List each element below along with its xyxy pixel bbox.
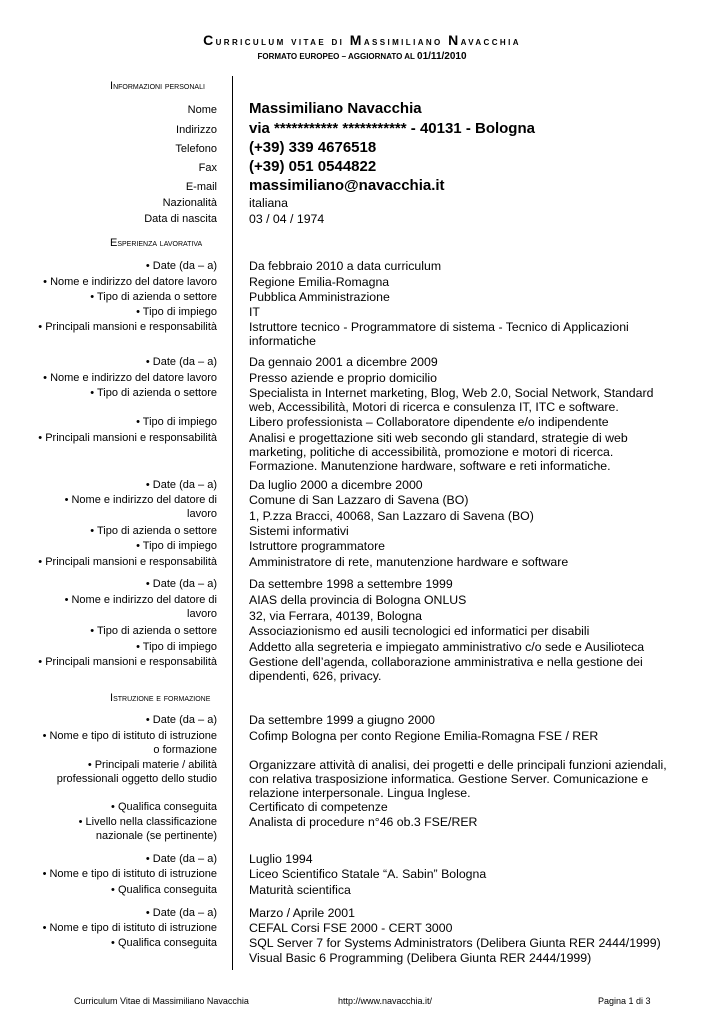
- edu-3-inst: CEFAL Corsi FSE 2000 - CERT 3000: [249, 921, 453, 935]
- job-2-duties-line-1: Analisi e progettazione siti web secondo gli standard, strategie di web: [249, 431, 628, 445]
- job-3-sector-label: • Tipo di azienda o settore: [90, 525, 217, 537]
- job-3-sector: Sistemi informativi: [249, 524, 349, 538]
- label-nome: Nome: [187, 104, 217, 116]
- job-2-employer: Presso aziende e proprio domicilio: [249, 371, 437, 385]
- footer-url[interactable]: http://www.navacchia.it/: [338, 996, 433, 1006]
- job-2-date-label: • Date (da – a): [145, 356, 217, 368]
- edu-3-date-label: • Date (da – a): [145, 907, 217, 919]
- job-4-duties-line-2: dipendenti, 626, privacy.: [249, 669, 382, 683]
- footer-left: Curriculum Vitae di Massimiliano Navacchia: [74, 996, 249, 1006]
- job-3-employer-label-line-1: • Nome e indirizzo del datore di: [64, 494, 217, 506]
- edu-3-inst-label: • Nome e tipo di istituto di istruzione: [42, 922, 217, 934]
- value-telefono: (+39) 339 4676518: [249, 139, 377, 156]
- edu-1-level-label-line-1: • Livello nella classificazione: [78, 816, 217, 828]
- job-2-sector-label: • Tipo di azienda o settore: [90, 387, 217, 399]
- edu-2-inst-label: • Nome e tipo di istituto di istruzione: [42, 868, 217, 880]
- edu-1-date: Da settembre 1999 a giugno 2000: [249, 713, 435, 727]
- job-2-employer-label: • Nome e indirizzo del datore lavoro: [43, 372, 217, 384]
- edu-3-qual-line-1: SQL Server 7 for Systems Administrators (Delibera Giunta RER 2444/1999): [249, 936, 661, 950]
- job-4-duties-label: • Principali mansioni e responsabilità: [38, 656, 217, 668]
- job-3-type: Istruttore programmatore: [249, 539, 385, 553]
- job-2-sector-line-2: web, Accessibilità, Motori di ricerca e consulenza IT, ITC e software.: [249, 400, 619, 414]
- job-4-sector: Associazionismo ed ausili tecnologici ed informatici per disabili: [249, 624, 590, 638]
- job-2-duties-line-2: marketing, politiche di accessibilità, promozione e motori di ricerca.: [249, 445, 614, 459]
- edu-2-date-label: • Date (da – a): [145, 853, 217, 865]
- value-nome: Massimiliano Navacchia: [249, 100, 422, 117]
- edu-2-qual: Maturità scientifica: [249, 883, 351, 897]
- job-3-date: Da luglio 2000 a dicembre 2000: [249, 478, 423, 492]
- edu-1-subjects-line-2: con relativa trasposizione informatica. Gestione Server. Comunicazione e: [249, 772, 649, 786]
- value-nazionalita: italiana: [249, 196, 288, 210]
- edu-3-qual-line-2: Visual Basic 6 Programming (Delibera Giunta RER 2444/1999): [249, 951, 592, 965]
- job-3-employer-label-line-2: lavoro: [187, 508, 217, 520]
- job-3-duties-label: • Principali mansioni e responsabilità: [38, 556, 217, 568]
- job-1-duties-line-1: Istruttore tecnico - Programmatore di sistema - Tecnico di Applicazioni: [249, 320, 629, 334]
- job-1-duties-label: • Principali mansioni e responsabilità: [38, 321, 217, 333]
- job-1-employer: Regione Emilia-Romagna: [249, 275, 390, 289]
- job-1-date: Da febbraio 2010 a data curriculum: [249, 259, 442, 273]
- job-1-type-label: • Tipo di impiego: [136, 306, 217, 318]
- edu-1-date-label: • Date (da – a): [145, 714, 217, 726]
- job-4-duties-line-1: Gestione dell’agenda, collaborazione amministrativa e nella gestione dei: [249, 655, 643, 669]
- document-title: Curriculum vitae di Massimiliano Navacchia: [203, 32, 521, 48]
- job-3-employer-line-1: Comune di San Lazzaro di Savena (BO): [249, 493, 469, 507]
- edu-1-subjects-label-line-2: professionali oggetto dello studio: [56, 773, 217, 785]
- job-4-employer-label-line-1: • Nome e indirizzo del datore di: [64, 594, 217, 606]
- edu-1-inst: Cofimp Bologna per conto Regione Emilia-Romagna FSE / RER: [249, 729, 599, 743]
- edu-2-inst: Liceo Scientifico Statale “A. Sabin” Bologna: [249, 867, 487, 881]
- job-2-sector-line-1: Specialista in Internet marketing, Blog, Web 2.0, Social Network, Standard: [249, 386, 654, 400]
- job-3-date-label: • Date (da – a): [145, 479, 217, 491]
- job-2-date: Da gennaio 2001 a dicembre 2009: [249, 355, 438, 369]
- edu-1-qual: Certificato di competenze: [249, 800, 388, 814]
- job-4-type: Addetto alla segreteria e impiegato amministrativo c/o sede e Ausilioteca: [249, 640, 645, 654]
- job-3-type-label: • Tipo di impiego: [136, 540, 217, 552]
- edu-1-subjects-line-3: relazione interpersonale. Lingua Inglese.: [249, 786, 471, 800]
- value-indirizzo: via *********** *********** - 40131 - Bologna: [249, 120, 535, 137]
- value-data-nascita: 03 / 04 / 1974: [249, 212, 325, 226]
- edu-2-date: Luglio 1994: [249, 852, 313, 866]
- job-1-duties-line-2: informatiche: [249, 334, 316, 348]
- job-2-type-label: • Tipo di impiego: [136, 416, 217, 428]
- job-4-date: Da settembre 1998 a settembre 1999: [249, 577, 453, 591]
- job-4-employer-line-1: AIAS della provincia di Bologna ONLUS: [249, 593, 467, 607]
- job-2-type: Libero professionista – Collaboratore dipendente e/o indipendente: [249, 415, 609, 429]
- section-education: Istruzione e formazione: [110, 692, 211, 704]
- job-3-employer-line-2: 1, P.zza Bracci, 40068, San Lazzaro di Savena (BO): [249, 509, 534, 523]
- document-subtitle: FORMATO EUROPEO – AGGIORNATO AL 01/11/2010: [257, 51, 467, 62]
- job-4-type-label: • Tipo di impiego: [136, 641, 217, 653]
- job-3-duties-line-1: Amministratore di rete, manutenzione hardware e software: [249, 555, 569, 569]
- label-data-nascita: Data di nascita: [144, 213, 217, 225]
- edu-1-inst-label-line-1: • Nome e tipo di istituto di istruzione: [42, 730, 217, 742]
- label-fax: Fax: [198, 162, 217, 174]
- job-4-date-label: • Date (da – a): [145, 578, 217, 590]
- job-1-sector-label: • Tipo di azienda o settore: [90, 291, 217, 303]
- label-indirizzo: Indirizzo: [176, 124, 217, 136]
- job-1-type: IT: [249, 305, 260, 319]
- edu-2-qual-label: • Qualifica conseguita: [111, 884, 217, 896]
- edu-1-subjects-label-line-1: • Principali materie / abilità: [87, 759, 217, 771]
- footer-page-number: Pagina 1 di 3: [598, 996, 651, 1006]
- label-telefono: Telefono: [175, 143, 217, 155]
- edu-3-date: Marzo / Aprile 2001: [249, 906, 355, 920]
- job-2-duties-label: • Principali mansioni e responsabilità: [38, 432, 217, 444]
- job-1-employer-label: • Nome e indirizzo del datore lavoro: [43, 276, 217, 288]
- job-4-employer-line-2: 32, via Ferrara, 40139, Bologna: [249, 609, 422, 623]
- job-1-sector: Pubblica Amministrazione: [249, 290, 390, 304]
- label-nazionalita: Nazionalità: [162, 197, 217, 209]
- label-email: E-mail: [185, 181, 217, 193]
- value-email[interactable]: massimiliano@navacchia.it: [249, 177, 445, 194]
- job-4-sector-label: • Tipo di azienda o settore: [90, 625, 217, 637]
- job-4-employer-label-line-2: lavoro: [187, 608, 217, 620]
- value-fax: (+39) 051 0544822: [249, 158, 377, 175]
- section-personal-info: Informazioni personali: [110, 80, 205, 92]
- job-2-duties-line-3: Formazione. Manutenzione hardware, software e reti informatiche.: [249, 459, 611, 473]
- edu-1-qual-label: • Qualifica conseguita: [111, 801, 217, 813]
- job-1-date-label: • Date (da – a): [145, 260, 217, 272]
- column-divider: [232, 76, 233, 970]
- edu-1-level-label-line-2: nazionale (se pertinente): [95, 830, 217, 842]
- edu-1-inst-label-line-2: o formazione: [153, 744, 217, 756]
- edu-3-qual-label: • Qualifica conseguita: [111, 937, 217, 949]
- edu-1-subjects-line-1: Organizzare attività di analisi, dei progetti e delle principali funzioni aziendali,: [249, 758, 667, 772]
- section-work-experience: Esperienza lavorativa: [110, 237, 203, 249]
- edu-1-level: Analista di procedure n°46 ob.3 FSE/RER: [249, 815, 478, 829]
